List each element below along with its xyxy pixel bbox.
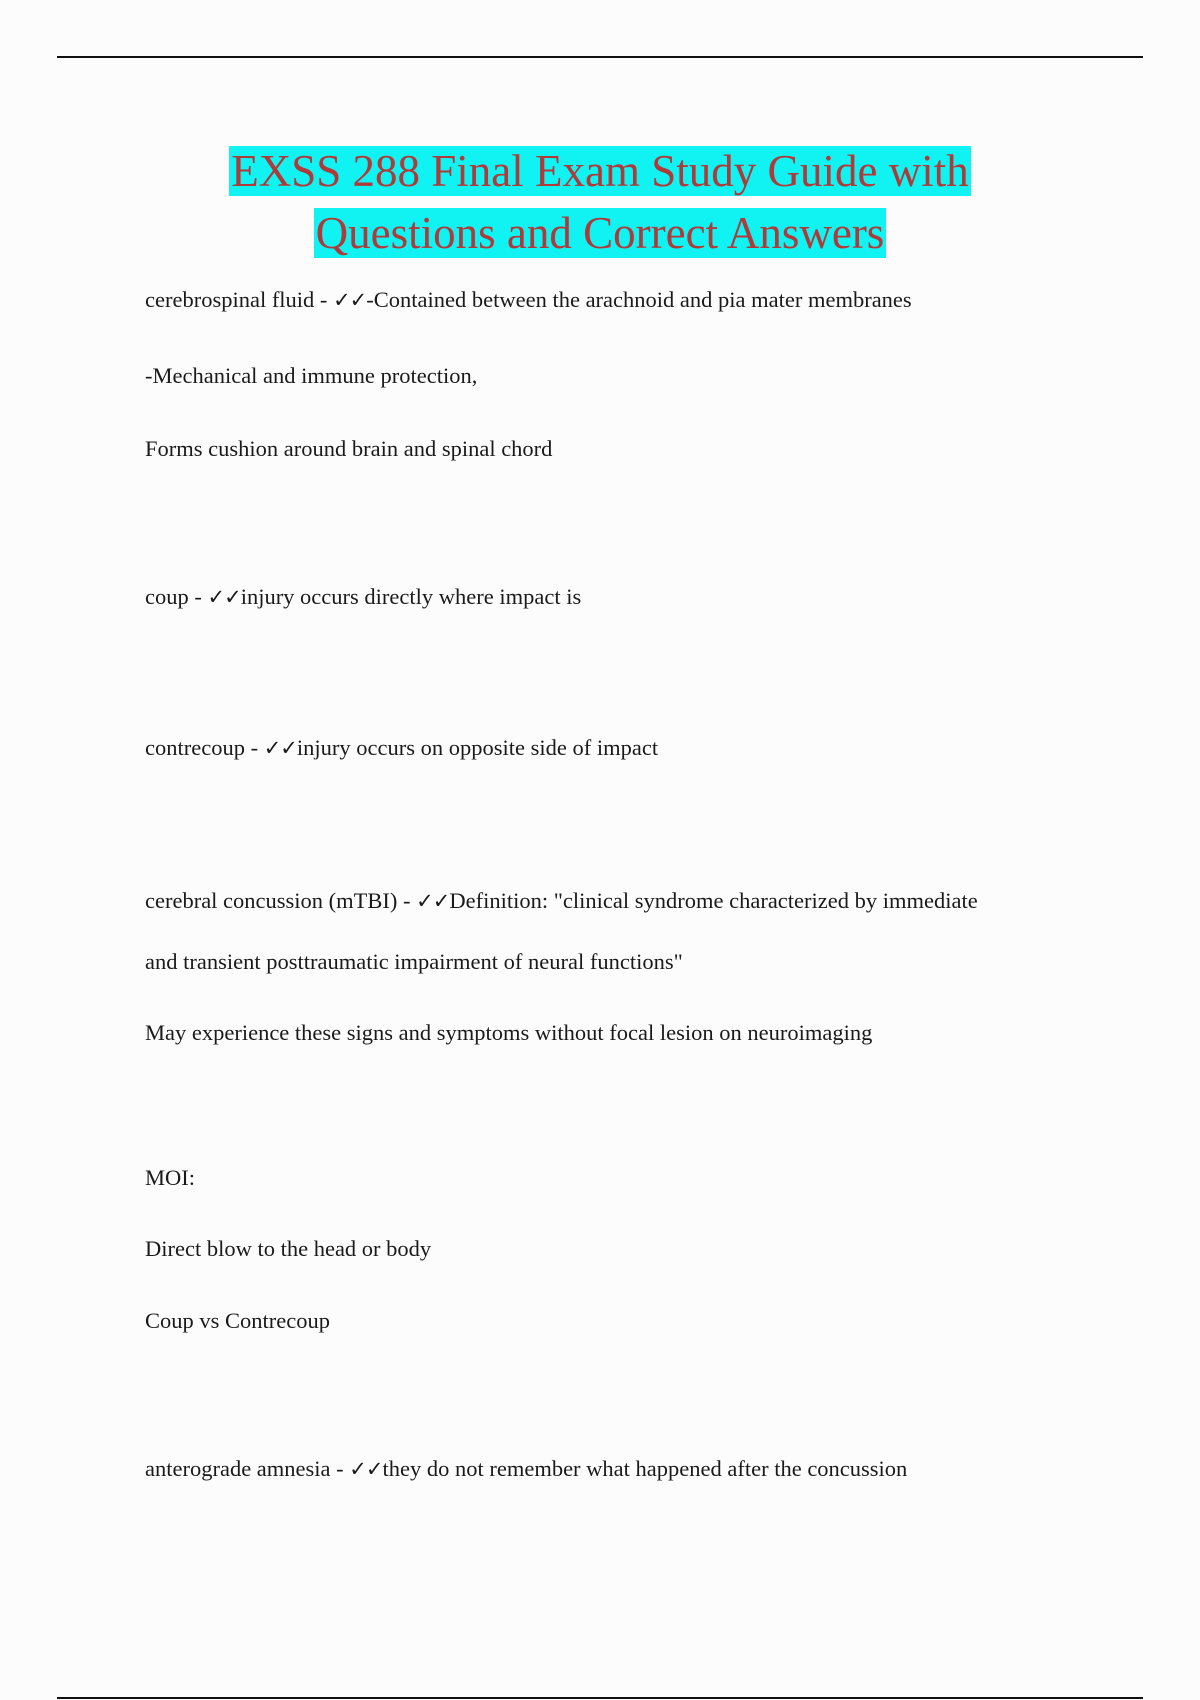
check-icon: ✓✓ <box>333 288 367 312</box>
answer: Definition: "clinical syndrome characterized by immediate <box>449 888 978 913</box>
check-icon: ✓✓ <box>416 889 450 913</box>
entry-csf <box>145 286 912 314</box>
term: contrecoup - <box>145 735 264 760</box>
entry-anterograde <box>145 1455 907 1483</box>
csf-detail-2: Forms cushion around brain and spinal chord <box>145 436 553 461</box>
concussion-detail: May experience these signs and symptoms without focal lesion on neuroimaging <box>145 1020 873 1045</box>
answer: they do not remember what happened after the concussion <box>382 1456 908 1481</box>
concussion-answer-cont: and transient posttraumatic impairment of neural functions" <box>145 949 683 974</box>
check-icon: ✓✓ <box>263 736 297 760</box>
term: cerebral concussion (mTBI) - <box>145 888 417 913</box>
check-icon: ✓✓ <box>207 585 241 609</box>
term: anterograde amnesia - <box>145 1456 350 1481</box>
moi-item-1: Direct blow to the head or body <box>145 1236 432 1261</box>
bottom-rule <box>57 1697 1143 1699</box>
answer: injury occurs on opposite side of impact <box>296 735 659 760</box>
term: cerebrospinal fluid - <box>145 287 334 312</box>
title-line-1: EXSS 288 Final Exam Study Guide with <box>231 146 969 196</box>
entry-concussion <box>145 887 978 915</box>
top-rule <box>57 56 1143 58</box>
moi-heading: MOI: <box>145 1165 195 1190</box>
entry-contrecoup <box>145 734 658 762</box>
term: coup - <box>145 584 208 609</box>
csf-detail-1: -Mechanical and immune protection, <box>145 363 478 388</box>
title-line-2: Questions and Correct Answers <box>315 208 885 258</box>
entry-coup <box>145 583 581 611</box>
moi-item-2: Coup vs Contrecoup <box>145 1308 330 1333</box>
answer: injury occurs directly where impact is <box>240 584 582 609</box>
document-title <box>0 140 1200 264</box>
answer: -Contained between the arachnoid and pia mater membranes <box>366 287 912 312</box>
check-icon: ✓✓ <box>349 1457 383 1481</box>
